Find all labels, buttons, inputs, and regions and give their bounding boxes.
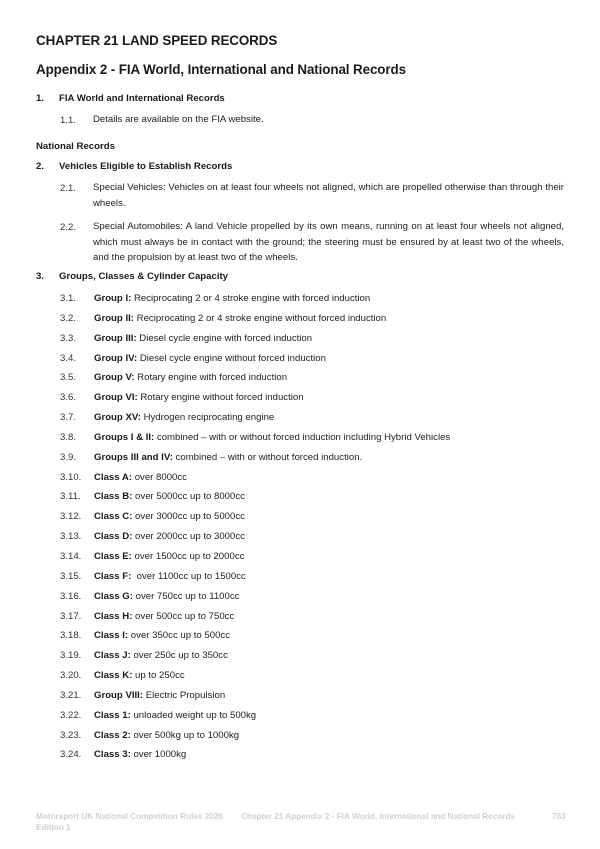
item-text — [94, 571, 246, 582]
item-2-1-text: Special Vehicles: Vehicles on at least four wheels not aligned, which are propelled otherwise than through their wheels. — [93, 182, 564, 209]
item-label: Class C: — [94, 511, 133, 523]
item-text — [94, 710, 256, 721]
item-label: Class 3: — [94, 749, 131, 761]
footer-chapter-title: Chapter 21 Appendix 2 - FIA World, International and National Records — [241, 812, 516, 821]
item-number: 3.14. — [60, 550, 82, 562]
item-text — [94, 432, 450, 443]
item-description: over 8000cc — [132, 471, 187, 483]
item-text — [94, 333, 312, 344]
item-number: 3.13. — [60, 531, 82, 543]
item-number: 3.2. — [60, 312, 77, 324]
item-description: Electric Propulsion — [143, 689, 226, 701]
item-label: Class G: — [94, 590, 133, 602]
item-label: Class I: — [94, 630, 129, 642]
list-item — [0, 749, 600, 769]
item-number: 3.12. — [60, 511, 82, 523]
section-3-title: Groups, Classes & Cylinder Capacity — [59, 271, 229, 282]
item-number: 3.15. — [60, 570, 82, 582]
list-item — [0, 710, 600, 730]
item-description: over 250c up to 350cc — [130, 650, 228, 662]
item-label: Group XV: — [94, 412, 141, 424]
item-text — [94, 650, 228, 661]
item-description: Diesel cycle engine without forced induction — [137, 352, 326, 364]
item-number: 3.8. — [60, 431, 77, 443]
item-number: 3.4. — [60, 352, 77, 364]
item-description: Diesel cycle engine with forced induction — [136, 332, 313, 344]
item-label: Group III: — [94, 332, 137, 344]
item-number: 3.5. — [60, 372, 77, 384]
item-description: Reciprocating 2 or 4 stroke engine with forced induction — [131, 293, 371, 304]
item-description: over 1100cc up to 1500cc — [131, 570, 246, 582]
chapter-title: CHAPTER 21 LAND SPEED RECORDS — [36, 33, 278, 48]
item-label: Class E: — [94, 550, 132, 562]
list-item — [0, 333, 600, 353]
list-item — [0, 571, 600, 591]
item-description: Hydrogen reciprocating engine — [140, 412, 275, 424]
item-number: 3.16. — [60, 590, 82, 602]
item-label: Groups I & II: — [94, 431, 155, 443]
item-text — [94, 591, 239, 602]
item-description: up to 250cc — [132, 670, 185, 682]
item-label: Class D: — [94, 531, 133, 543]
list-item — [0, 432, 600, 452]
item-1-1-text: Details are available on the FIA website. — [93, 114, 264, 125]
item-number: 3.18. — [60, 630, 82, 642]
item-label: Class K: — [94, 670, 133, 682]
national-records-heading: National Records — [36, 141, 115, 152]
list-item — [0, 551, 600, 571]
list-item — [0, 412, 600, 432]
item-label: Class H: — [94, 610, 133, 622]
item-label: Group VI: — [94, 392, 138, 404]
item-number: 3.22. — [60, 709, 82, 721]
section-1-title: FIA World and International Records — [59, 93, 225, 104]
item-label: Class A: — [94, 471, 133, 483]
item-description: over 2000cc up to 3000cc — [132, 531, 245, 543]
item-description: over 350cc up to 500cc — [128, 630, 231, 642]
item-number: 3.17. — [60, 610, 82, 622]
item-number: 3.11. — [60, 491, 81, 503]
item-description: over 1000kg — [130, 749, 187, 761]
list-item — [0, 670, 600, 690]
appendix-title: Appendix 2 - FIA World, International and National Records — [36, 62, 406, 77]
list-item — [0, 293, 600, 313]
item-text — [94, 630, 230, 641]
item-description: over 750cc up to 1100cc — [132, 590, 240, 602]
item-text — [94, 412, 274, 423]
item-label: Group VIII: — [94, 689, 144, 701]
list-item — [0, 491, 600, 511]
item-number: 3.7. — [60, 412, 77, 424]
item-number: 3.10. — [60, 471, 82, 483]
item-number: 3.1. — [60, 293, 77, 304]
item-text — [94, 472, 187, 483]
item-text — [94, 611, 234, 622]
item-label: Group IV: — [94, 352, 138, 364]
item-number: 3.24. — [60, 749, 82, 761]
item-description: over 500kg up to 1000kg — [130, 729, 240, 741]
item-1-1-number: 1.1. — [60, 115, 77, 126]
item-text — [94, 531, 245, 542]
item-description: combined – with or without forced induction. — [172, 451, 363, 463]
list-item — [0, 372, 600, 392]
section-3-list — [0, 293, 600, 769]
item-label: Group I: — [94, 293, 132, 304]
footer-page-number: 783 — [552, 812, 566, 821]
item-text — [94, 372, 287, 383]
item-description: over 500cc up to 750cc — [132, 610, 235, 622]
list-item — [0, 591, 600, 611]
list-item — [0, 630, 600, 650]
section-3-number: 3. — [36, 271, 45, 282]
list-item — [0, 472, 600, 492]
item-number: 3.6. — [60, 392, 77, 404]
item-2-2-number: 2.2. — [60, 222, 77, 233]
list-item — [0, 511, 600, 531]
item-2-1-number: 2.1. — [60, 183, 77, 194]
item-number: 3.23. — [60, 729, 82, 741]
list-item — [0, 452, 600, 472]
item-description: Rotary engine without forced induction — [137, 392, 304, 404]
item-number: 3.21. — [60, 689, 82, 701]
item-label: Groups III and IV: — [94, 451, 173, 463]
list-item — [0, 650, 600, 670]
section-2-title: Vehicles Eligible to Establish Records — [59, 161, 233, 172]
footer-edition: Edition 1 — [36, 823, 71, 832]
item-description: Reciprocating 2 or 4 stroke engine without forced induction — [133, 312, 387, 324]
item-description: Rotary engine with forced induction — [134, 372, 288, 384]
section-2-number: 2. — [36, 161, 45, 172]
item-number: 3.9. — [60, 451, 77, 463]
item-description: over 1500cc up to 2000cc — [131, 550, 245, 562]
item-label: Group V: — [94, 372, 135, 384]
item-text — [94, 749, 186, 760]
item-text — [94, 392, 304, 403]
item-label: Class 1: — [94, 709, 131, 721]
item-description: combined – with or without forced induction including Hybrid Vehicles — [154, 431, 451, 443]
list-item — [0, 730, 600, 750]
item-text — [94, 353, 326, 364]
list-item — [0, 531, 600, 551]
item-label: Class 2: — [94, 729, 131, 741]
item-description: over 5000cc up to 8000cc — [132, 491, 245, 503]
item-number: 3.19. — [60, 650, 82, 662]
item-text — [94, 452, 362, 463]
list-item — [0, 353, 600, 373]
item-text — [94, 690, 225, 701]
item-text — [94, 551, 244, 562]
item-label: Class B: — [94, 491, 133, 503]
item-label: Class F: — [94, 570, 132, 582]
item-2-2-text: Special Automobiles: A land Vehicle propelled by its own means, running on at least four wheels not aligned, which must always be in contact with the ground; the steering must be ensured by at least two of the wheels, and the propulsion by at least two of the wheels. — [93, 221, 564, 263]
item-number: 3.3. — [60, 332, 77, 344]
item-description: unloaded weight up to 500kg — [130, 709, 257, 721]
item-number: 3.20. — [60, 670, 82, 682]
list-item — [0, 690, 600, 710]
item-description: over 3000cc up to 5000cc — [132, 511, 245, 523]
item-text — [94, 730, 239, 741]
item-label: Group II: — [94, 312, 134, 324]
list-item — [0, 611, 600, 631]
item-text — [94, 491, 245, 502]
footer-rules-title: Motorsport UK National Competition Rules 2026 — [36, 812, 223, 821]
section-1-number: 1. — [36, 93, 45, 104]
item-text — [94, 313, 386, 324]
item-label: Class J: — [94, 650, 131, 662]
item-text — [94, 670, 185, 681]
list-item — [0, 313, 600, 333]
item-text — [94, 293, 370, 304]
list-item — [0, 392, 600, 412]
item-text — [94, 511, 245, 522]
footer-publication — [36, 811, 223, 833]
